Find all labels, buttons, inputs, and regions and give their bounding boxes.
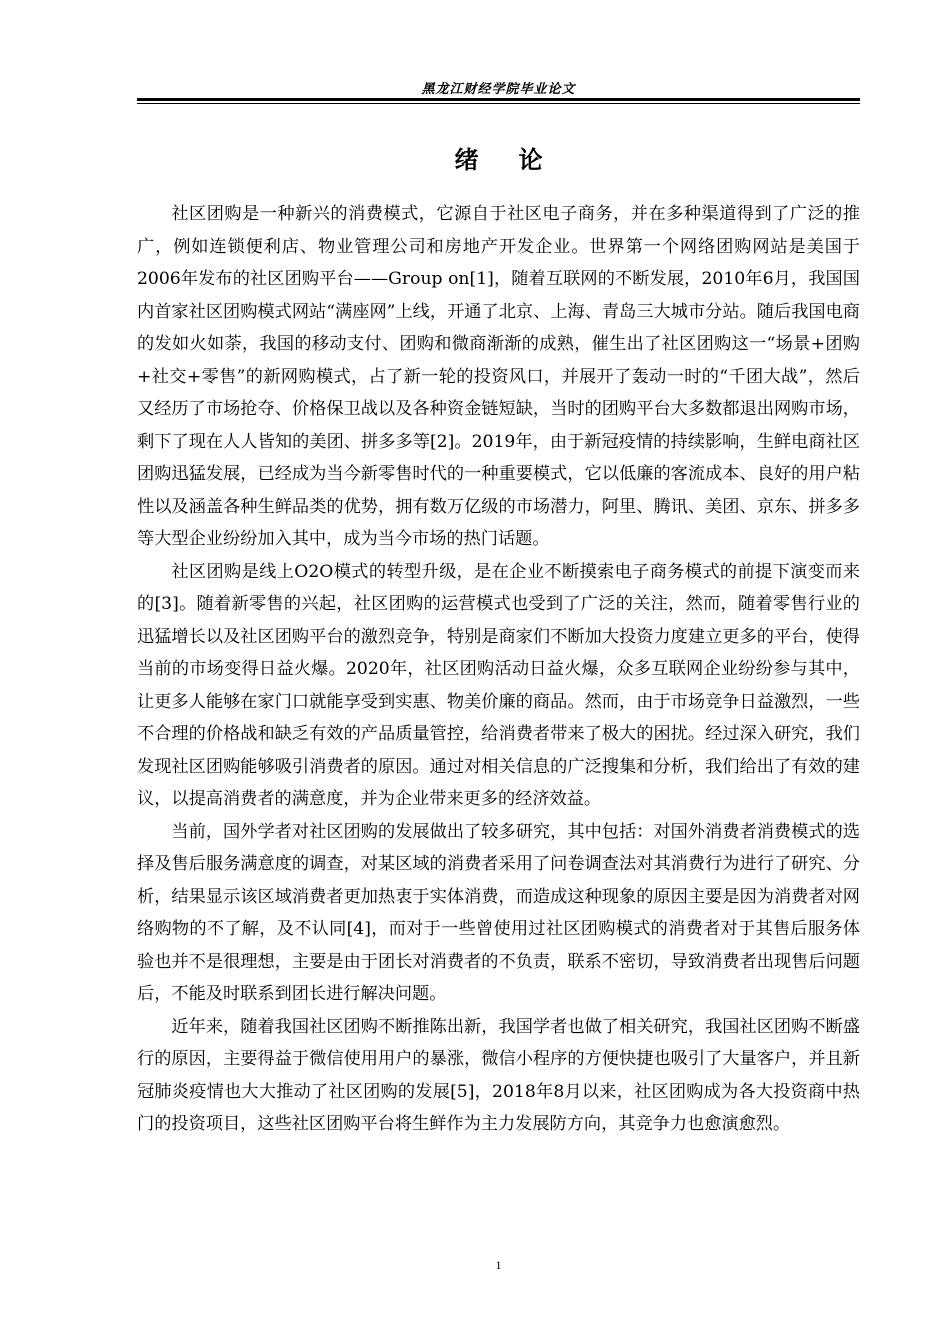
chapter-title: 绪论 xyxy=(454,146,583,174)
header-rule-thin xyxy=(137,103,860,104)
running-header: 黑龙江财经学院毕业论文 xyxy=(421,82,576,97)
paragraph-2: 社区团购是线上O2O模式的转型升级，是在企业不断摸索电子商务模式的前提下演变而来的[3]。随着新零售的兴起，社区团购的运营模式也受到了广泛的关注，然而，随着零售行业的迅猛增长以及社区团购平台的激烈竞争，特别是商家们不断加大投资力度建立更多的平台，使得当前的市场变得日益火爆。2020年，社区团购活动日益火爆，众多互联网企业纷纷参与其中，让更多人能够在家门口就能享受到实惠、物美价廉的商品。然而，由于市场竞争日益激烈，一些不合理的价格战和缺乏有效的产品质量管控，给消费者带来了极大的困扰。经过深入研究，我们发现社区团购能够吸引消费者的原因。通过对相关信息的广泛搜集和分析，我们给出了有效的建议，以提高消费者的满意度，并为企业带来更多的经济效益。 xyxy=(137,561,860,809)
body-text xyxy=(137,198,860,1141)
header-rule-thick xyxy=(137,98,860,101)
paragraph-3: 当前，国外学者对社区团购的发展做出了较多研究，其中包括：对国外消费者消费模式的选择及售后服务满意度的调查，对某区域的消费者采用了问卷调查法对其消费行为进行了研究、分析，结果显示该区域消费者更加热衷于实体消费，而造成这种现象的原因主要是因为消费者对网络购物的不了解，及不认同[4]，而对于一些曾使用过社区团购模式的消费者对于其售后服务体验也并不是很理想，主要是由于团长对消费者的不负责，联系不密切，导致消费者出现售后问题后，不能及时联系到团长进行解决问题。 xyxy=(137,821,860,1004)
page-number: 1 xyxy=(495,1258,502,1272)
paragraph-4: 近年来，随着我国社区团购不断推陈出新，我国学者也做了相关研究，我国社区团购不断盛行的原因，主要得益于微信使用用户的暴涨，微信小程序的方便快捷也吸引了大量客户，并且新冠肺炎疫情也大大推动了社区团购的发展[5]，2018年8月以来，社区团购成为各大投资商中热门的投资项目，这些社区团购平台将生鲜作为主力发展防方向，其竞争力也愈演愈烈。 xyxy=(137,1016,860,1134)
paragraph-1: 社区团购是一种新兴的消费模式，它源自于社区电子商务，并在多种渠道得到了广泛的推广，例如连锁便利店、物业管理公司和房地产开发企业。世界第一个网络团购网站是美国于2006年发布的社区团购平台——Group on[1]，随着互联网的不断发展，2010年6月，我国国内首家社区团购模式网站“满座网”上线，开通了北京、上海、青岛三大城市分站。随后我国电商的发如火如荼，我国的移动支付、团购和微商渐渐的成熟，催生出了社区团购这一“场景+团购+社交+零售”的新网购模式，占了新一轮的投资风口，并展开了轰动一时的“千团大战”，然后又经历了市场抢夺、价格保卫战以及各种资金链短缺，当时的团购平台大多数都退出网购市场，剩下了现在人人皆知的美团、拼多多等[2]。2019年，由于新冠疫情的持续影响，生鲜电商社区团购迅猛发展，已经成为当今新零售时代的一种重要模式，它以低廉的客流成本、良好的用户粘性以及涵盖各种生鲜品类的优势，拥有数万亿级的市场潜力，阿里、腾讯、美团、京东、拼多多等大型企业纷纷加入其中，成为当今市场的热门话题。 xyxy=(137,204,860,549)
